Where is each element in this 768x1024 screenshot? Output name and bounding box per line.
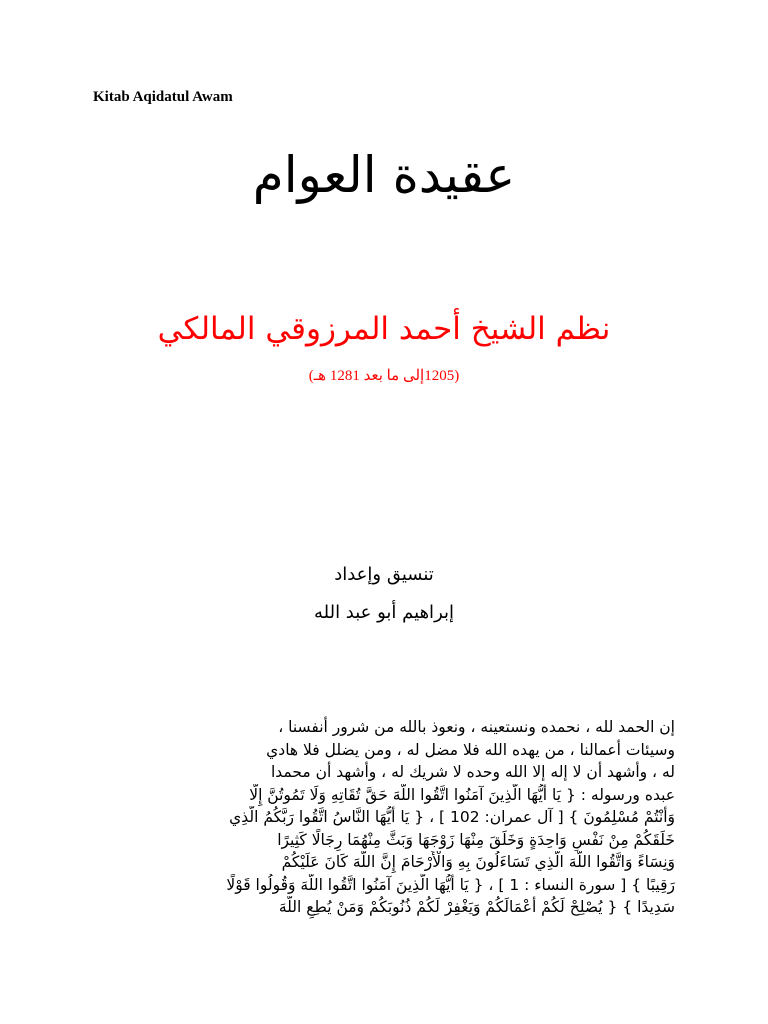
body-line: وَنِسَاءً وَاتَّقُوا اللَّهَ الَّذِي تَسَاءَلُونَ بِهِ وَالْأَرْحَامَ إِنَّ اللَّهَ كَانَ عَلَيْكُمْ: [281, 853, 675, 871]
body-line: سَدِيدًا } { يُصْلِحْ لَكُمْ أَعْمَالَكُمْ وَيَغْفِرْ لَكُمْ ذُنُوبَكُمْ وَمَنْ يُطِعِ اللَّهَ: [278, 898, 675, 916]
body-line: له ، وأشهد أن لا إله إلا الله وحده لا شريك له ، وأشهد أن محمدا: [270, 763, 675, 781]
header-label: Kitab Aqidatul Awam: [93, 89, 233, 105]
body-line: عبده ورسوله : { يَا أَيُّهَا الَّذِينَ آمَنُوا اتَّقُوا اللَّهَ حَقَّ تُقَاتِهِ وَلَا تَمُوتُنَّ إِلَّا: [249, 785, 675, 804]
body-paragraph: [100, 716, 675, 919]
body-line: وَأَنْتُمْ مُسْلِمُونَ } [ آل عمران: 102 ] ، { يَا أَيُّهَا النَّاسُ اتَّقُوا رَبَّكُمُ الَّذِي: [229, 808, 675, 826]
body-line: إن الحمد لله ، نحمده ونستعينه ، ونعوذ بالله من شرور أنفسنا ،: [278, 718, 675, 736]
body-line: خَلَقَكُمْ مِنْ نَفْسٍ وَاحِدَةٍ وَخَلَقَ مِنْهَا زَوْجَهَا وَبَثَّ مِنْهُمَا رِجَالًا كَثِيرًا: [277, 830, 675, 849]
author-line: نظم الشيخ أحمد المرزوقي المالكي: [157, 311, 611, 347]
author-dates: (1205إلى ما بعد 1281 هـ): [308, 368, 460, 384]
body-line: وسيئات أعمالنا ، من يهده الله فلا مضل له ، ومن يضلل فلا هادي: [266, 740, 675, 759]
body-line: رَقِيبًا } [ سورة النساء : 1 ] ، { يَا أَيُّهَا الَّذِينَ آمَنُوا اتَّقُوا اللَّهَ وَقُولُوا قَوْلًا: [226, 875, 675, 894]
preparation-label: تنسيق وإعداد: [334, 564, 434, 585]
preparer-name: إبراهيم أبو عبد الله: [313, 602, 455, 623]
main-title: عقيدة العوام: [252, 146, 516, 204]
